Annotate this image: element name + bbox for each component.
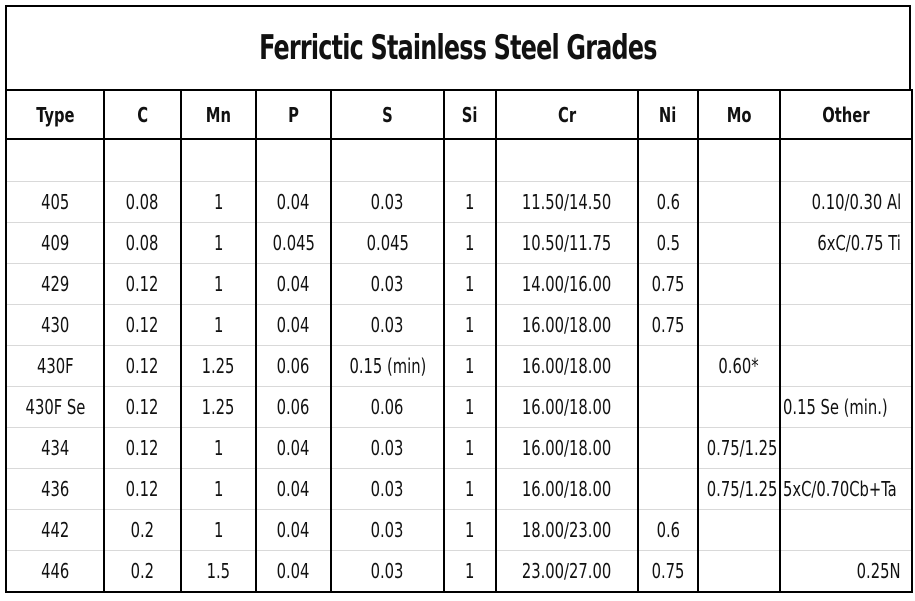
- table-row: [6, 223, 912, 264]
- table-row: [6, 551, 912, 593]
- table-cell[interactable]: [698, 139, 780, 182]
- cell-value: 1: [465, 313, 475, 337]
- cell-value: 442: [40, 518, 70, 542]
- cell-value: 0.08: [126, 231, 159, 255]
- cell-value: 1: [213, 477, 224, 501]
- cell-value: 0.03: [371, 272, 404, 296]
- cell-value: 10.50/11.75: [522, 231, 612, 255]
- cell-value: 446: [40, 559, 70, 583]
- cell-ni[interactable]: [638, 387, 698, 428]
- cell-ni[interactable]: [638, 264, 698, 305]
- cell-ni[interactable]: [638, 510, 698, 551]
- table-row: [6, 510, 912, 551]
- cell-value: 0.12: [126, 436, 159, 460]
- cell-c[interactable]: [104, 387, 181, 428]
- cell-si[interactable]: [444, 305, 496, 346]
- cell-value: 23.00/27.00: [522, 559, 612, 583]
- cell-si[interactable]: [444, 510, 496, 551]
- cell-mo[interactable]: [698, 428, 780, 469]
- cell-value: 429: [40, 272, 70, 296]
- cell-c[interactable]: [104, 510, 181, 551]
- cell-mo[interactable]: [698, 510, 780, 551]
- cell-p[interactable]: [256, 305, 331, 346]
- cell-value: 0.15 (min): [349, 354, 426, 378]
- cell-value: 18.00/23.00: [522, 518, 612, 542]
- cell-value: 16.00/18.00: [522, 477, 612, 501]
- cell-s[interactable]: [331, 264, 444, 305]
- cell-value: 1: [465, 354, 475, 378]
- cell-value: 1.5: [206, 559, 231, 583]
- cell-value: 0.045: [366, 231, 409, 255]
- cell-value: 0.75: [651, 272, 685, 296]
- cell-cr[interactable]: [496, 469, 638, 510]
- cell-other[interactable]: [780, 223, 912, 264]
- cell-value: 0.10/0.30 Al: [811, 190, 901, 214]
- cell-cr[interactable]: [496, 305, 638, 346]
- cell-ni[interactable]: [638, 305, 698, 346]
- cell-value: 0.12: [126, 313, 159, 337]
- header-mn[interactable]: Mn: [181, 90, 256, 139]
- cell-value: 0.60*: [718, 354, 760, 378]
- cell-cr[interactable]: [496, 551, 638, 593]
- cell-s[interactable]: [331, 428, 444, 469]
- cell-value: 1.25: [202, 395, 235, 419]
- cell-value: 0.08: [126, 190, 159, 214]
- cell-other[interactable]: [780, 428, 912, 469]
- cell-other[interactable]: [780, 264, 912, 305]
- header-type[interactable]: Type: [6, 90, 104, 139]
- cell-value: 0.04: [277, 518, 310, 542]
- cell-si[interactable]: [444, 551, 496, 593]
- cell-value: 1: [465, 395, 475, 419]
- cell-type[interactable]: [6, 551, 104, 593]
- cell-ni[interactable]: [638, 551, 698, 593]
- cell-value: 1: [465, 272, 475, 296]
- cell-cr[interactable]: [496, 428, 638, 469]
- cell-value: 0.15 Se (min.): [783, 395, 888, 419]
- cell-other[interactable]: [780, 387, 912, 428]
- cell-value: 0.12: [126, 395, 159, 419]
- header-ni[interactable]: Ni: [638, 90, 698, 139]
- cell-cr[interactable]: [496, 510, 638, 551]
- cell-mn[interactable]: [181, 305, 256, 346]
- cell-value: 1: [465, 477, 475, 501]
- cell-value: 0.06: [277, 395, 310, 419]
- cell-ni[interactable]: [638, 223, 698, 264]
- table-cell[interactable]: [638, 139, 698, 182]
- cell-value: 0.04: [277, 436, 310, 460]
- cell-mn[interactable]: [181, 223, 256, 264]
- cell-mo[interactable]: [698, 551, 780, 593]
- cell-value: 0.75/1.25: [706, 436, 778, 460]
- cell-value: 0.04: [277, 559, 310, 583]
- table-cell[interactable]: [104, 139, 181, 182]
- cell-type[interactable]: [6, 387, 104, 428]
- cell-value: 16.00/18.00: [522, 436, 612, 460]
- cell-c[interactable]: [104, 346, 181, 387]
- cell-value: 0.25N: [857, 559, 901, 583]
- cell-s[interactable]: [331, 182, 444, 223]
- cell-ni[interactable]: [638, 428, 698, 469]
- cell-value: 0.12: [126, 477, 159, 501]
- cell-value: 1: [213, 190, 224, 214]
- cell-mo[interactable]: [698, 223, 780, 264]
- cell-si[interactable]: [444, 264, 496, 305]
- cell-value: 430F: [36, 354, 74, 378]
- cell-value: 0.75/1.25: [706, 477, 778, 501]
- cell-value: 0.2: [130, 518, 155, 542]
- cell-value: 14.00/16.00: [522, 272, 612, 296]
- cell-other[interactable]: [780, 305, 912, 346]
- cell-s[interactable]: [331, 510, 444, 551]
- header-s[interactable]: S: [331, 90, 444, 139]
- cell-value: 1: [213, 272, 224, 296]
- cell-si[interactable]: [444, 428, 496, 469]
- cell-mo[interactable]: [698, 264, 780, 305]
- cell-value: 0.03: [371, 436, 404, 460]
- cell-mo[interactable]: [698, 387, 780, 428]
- cell-c[interactable]: [104, 305, 181, 346]
- empty-row: [6, 139, 912, 182]
- table-cell[interactable]: [780, 139, 912, 182]
- cell-value: 0.75: [651, 559, 685, 583]
- cell-other[interactable]: [780, 346, 912, 387]
- cell-mn[interactable]: [181, 428, 256, 469]
- header-row: [6, 90, 912, 139]
- cell-other[interactable]: [780, 182, 912, 223]
- cell-value: 436: [40, 477, 70, 501]
- cell-si[interactable]: [444, 182, 496, 223]
- cell-si[interactable]: [444, 346, 496, 387]
- cell-value: 1: [213, 313, 224, 337]
- header-cr[interactable]: Cr: [496, 90, 638, 139]
- cell-mn[interactable]: [181, 182, 256, 223]
- cell-type[interactable]: [6, 223, 104, 264]
- table-row: [6, 264, 912, 305]
- cell-value: 1: [465, 190, 475, 214]
- cell-p[interactable]: [256, 551, 331, 593]
- cell-mo[interactable]: [698, 346, 780, 387]
- cell-si[interactable]: [444, 387, 496, 428]
- cell-value: 5xC/0.70Cb+Ta: [783, 477, 897, 501]
- cell-mn[interactable]: [181, 510, 256, 551]
- cell-s[interactable]: [331, 469, 444, 510]
- cell-value: 1: [213, 436, 224, 460]
- cell-cr[interactable]: [496, 264, 638, 305]
- table-cell[interactable]: [181, 139, 256, 182]
- cell-cr[interactable]: [496, 182, 638, 223]
- cell-value: 0.03: [371, 559, 404, 583]
- cell-other[interactable]: [780, 469, 912, 510]
- cell-p[interactable]: [256, 223, 331, 264]
- cell-value: 11.50/14.50: [522, 190, 612, 214]
- cell-value: 1: [465, 518, 475, 542]
- cell-value: 0.03: [371, 313, 404, 337]
- cell-value: 0.6: [656, 190, 680, 214]
- cell-value: 0.04: [277, 477, 310, 501]
- cell-p[interactable]: [256, 469, 331, 510]
- table-row: [6, 387, 912, 428]
- cell-mn[interactable]: [181, 387, 256, 428]
- cell-value: 0.04: [277, 272, 310, 296]
- cell-value: 0.04: [277, 190, 310, 214]
- cell-value: 0.6: [656, 518, 680, 542]
- cell-p[interactable]: [256, 182, 331, 223]
- cell-cr[interactable]: [496, 223, 638, 264]
- cell-value: 0.12: [126, 354, 159, 378]
- cell-mo[interactable]: [698, 305, 780, 346]
- table-row: [6, 428, 912, 469]
- table-row: [6, 346, 912, 387]
- cell-type[interactable]: [6, 305, 104, 346]
- cell-c[interactable]: [104, 428, 181, 469]
- cell-value: 0.03: [371, 190, 404, 214]
- cell-other[interactable]: [780, 551, 912, 593]
- cell-type[interactable]: [6, 182, 104, 223]
- cell-other[interactable]: [780, 510, 912, 551]
- cell-ni[interactable]: [638, 182, 698, 223]
- cell-c[interactable]: [104, 182, 181, 223]
- cell-c[interactable]: [104, 223, 181, 264]
- cell-value: 1: [213, 231, 224, 255]
- cell-p[interactable]: [256, 264, 331, 305]
- header-si[interactable]: Si: [444, 90, 496, 139]
- cell-value: 1.25: [202, 354, 235, 378]
- cell-value: 430: [40, 313, 70, 337]
- cell-value: 430F Se: [25, 395, 85, 419]
- cell-value: 0.5: [656, 231, 680, 255]
- cell-si[interactable]: [444, 223, 496, 264]
- cell-value: 1: [465, 231, 475, 255]
- cell-si[interactable]: [444, 469, 496, 510]
- cell-cr[interactable]: [496, 346, 638, 387]
- steel-grades-table: [5, 89, 913, 593]
- cell-value: 0.03: [371, 518, 404, 542]
- cell-type[interactable]: [6, 346, 104, 387]
- cell-value: 0.045: [272, 231, 315, 255]
- cell-mn[interactable]: [181, 551, 256, 593]
- table-cell[interactable]: [256, 139, 331, 182]
- cell-value: 16.00/18.00: [522, 354, 612, 378]
- cell-s[interactable]: [331, 305, 444, 346]
- cell-type[interactable]: [6, 469, 104, 510]
- cell-s[interactable]: [331, 387, 444, 428]
- cell-value: 0.06: [371, 395, 404, 419]
- cell-p[interactable]: [256, 510, 331, 551]
- cell-s[interactable]: [331, 346, 444, 387]
- cell-value: 0.04: [277, 313, 310, 337]
- cell-value: 434: [40, 436, 70, 460]
- header-mo[interactable]: Mo: [698, 90, 780, 139]
- cell-value: 409: [40, 231, 70, 255]
- cell-p[interactable]: [256, 387, 331, 428]
- cell-c[interactable]: [104, 469, 181, 510]
- cell-mo[interactable]: [698, 469, 780, 510]
- cell-mn[interactable]: [181, 346, 256, 387]
- cell-value: 0.12: [126, 272, 159, 296]
- table-cell[interactable]: [496, 139, 638, 182]
- cell-value: 0.75: [651, 313, 685, 337]
- table-cell[interactable]: [6, 139, 104, 182]
- header-c[interactable]: C: [104, 90, 181, 139]
- table-title: Ferrictic Stainless Steel Grades: [259, 28, 657, 68]
- title-cell[interactable]: [5, 5, 911, 89]
- cell-c[interactable]: [104, 264, 181, 305]
- cell-mn[interactable]: [181, 264, 256, 305]
- cell-value: 0.03: [371, 477, 404, 501]
- table-row: [6, 182, 912, 223]
- cell-value: 6xC/0.75 Ti: [817, 231, 901, 255]
- cell-value: 1: [465, 436, 475, 460]
- cell-value: 0.06: [277, 354, 310, 378]
- cell-value: 1: [465, 559, 475, 583]
- cell-type[interactable]: [6, 428, 104, 469]
- cell-mn[interactable]: [181, 469, 256, 510]
- cell-p[interactable]: [256, 346, 331, 387]
- table-cell[interactable]: [331, 139, 444, 182]
- header-other[interactable]: Other: [780, 90, 912, 139]
- cell-value: 16.00/18.00: [522, 313, 612, 337]
- cell-type[interactable]: [6, 264, 104, 305]
- cell-ni[interactable]: [638, 469, 698, 510]
- cell-c[interactable]: [104, 551, 181, 593]
- table-row: [6, 305, 912, 346]
- cell-p[interactable]: [256, 428, 331, 469]
- table-cell[interactable]: [444, 139, 496, 182]
- cell-value: 0.2: [130, 559, 155, 583]
- cell-cr[interactable]: [496, 387, 638, 428]
- cell-s[interactable]: [331, 223, 444, 264]
- cell-value: 16.00/18.00: [522, 395, 612, 419]
- header-p[interactable]: P: [256, 90, 331, 139]
- cell-s[interactable]: [331, 551, 444, 593]
- cell-type[interactable]: [6, 510, 104, 551]
- table-body: [6, 139, 912, 592]
- table-row: [6, 469, 912, 510]
- cell-ni[interactable]: [638, 346, 698, 387]
- cell-value: 405: [40, 190, 70, 214]
- cell-value: 1: [213, 518, 224, 542]
- cell-mo[interactable]: [698, 182, 780, 223]
